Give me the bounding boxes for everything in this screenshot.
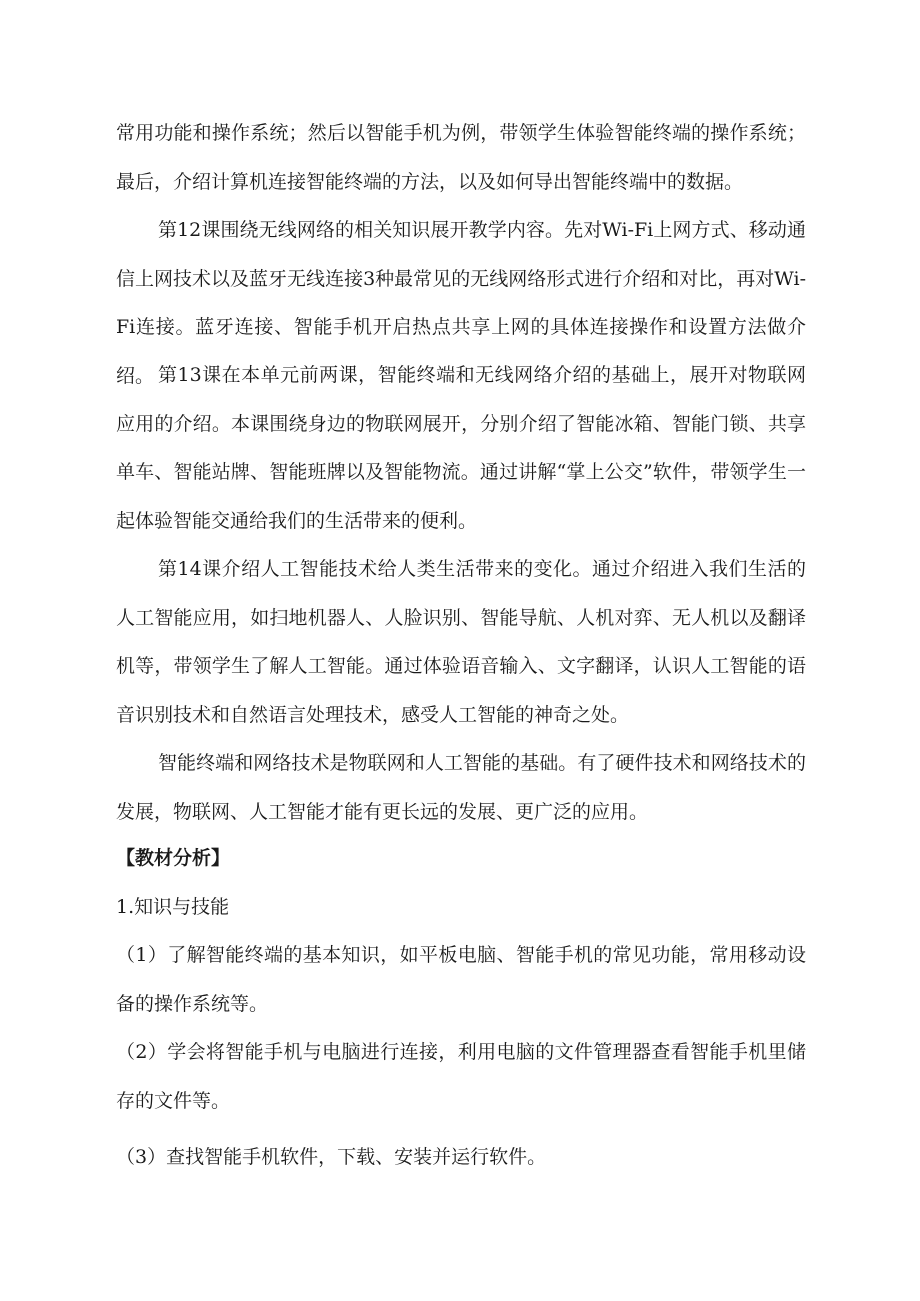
paragraph-os-intro: 常用功能和操作系统；然后以智能手机为例，带领学生体验智能终端的操作系统；最后，介绍计算机连接智能终端的方法，以及如何导出智能终端中的数据。 [116,122,806,193]
paragraph-lesson-12: 第12课围绕无线网络的相关知识展开教学内容。先对Wi-Fi上网方式、移动通信上网技术以及蓝牙无线连接3种最常见的无线网络形式进行介绍和对比，再对Wi-Fi连接。蓝牙连接、智能手机开启热点共享上网的具体连接操作和设置方法做介绍。 [116,219,806,387]
list-item-2: （2）学会将智能手机与电脑进行连接，利用电脑的文件管理器查看智能手机里储存的文件等。 [116,1041,806,1112]
list-item-3: （3）查找智能手机软件，下载、安装并运行软件。 [116,1146,547,1168]
paragraph-lesson-14: 第14课介绍人工智能技术给人类生活带来的变化。通过介绍进入我们生活的人工智能应用，如扫地机器人、人脸识别、智能导航、人机对弈、无人机以及翻译机等，带领学生了解人工智能。通过体验语音输入、文字翻译，认识人工智能的语音识别技术和自然语言处理技术，感受人工智能的神奇之处。 [116,558,806,726]
subheading-knowledge-skills: 1.知识与技能 [116,896,230,918]
section-heading: 【教材分析】 [116,847,231,869]
list-item-1: （1）了解智能终端的基本知识，如平板电脑、智能手机的常见功能，常用移动设备的操作系统等。 [116,944,806,1015]
paragraph-lesson-13: 第13课在本单元前两课，智能终端和无线网络介绍的基础上，展开对物联网应用的介绍。本课围绕身边的物联网展开，分别介绍了智能冰箱、智能门锁、共享单车、智能站牌、智能班牌以及智能物流。通过讲解“掌上公交”软件，带领学生一起体验智能交通给我们的生活带来的便利。 [116,364,806,532]
paragraph-foundation: 智能终端和网络技术是物联网和人工智能的基础。有了硬件技术和网络技术的发展，物联网、人工智能才能有更长远的发展、更广泛的应用。 [116,752,806,823]
